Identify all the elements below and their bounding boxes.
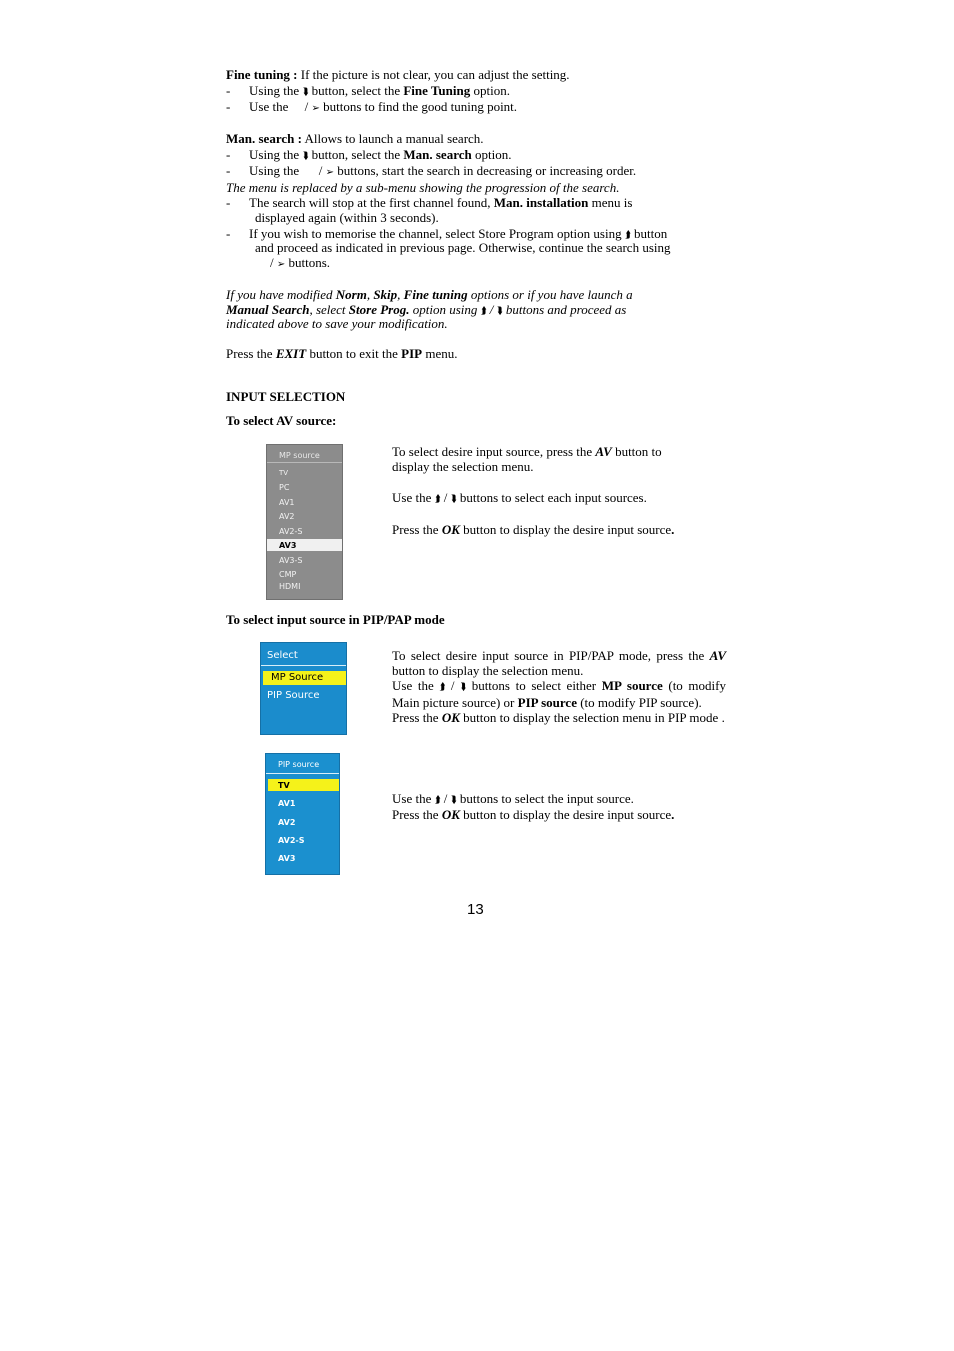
- menu-item-av3-s[interactable]: AV3-S: [279, 556, 303, 565]
- menu-item-av3[interactable]: AV3: [279, 541, 297, 550]
- man-search-bullet-2: Using the / ➢ buttons, start the search in decreasing or increasing order.: [249, 163, 637, 178]
- up-arrow-icon: ⮭: [439, 682, 446, 693]
- pip-source-menu: [265, 753, 340, 875]
- pip-instruction-1: To select desire input source in PIP/PAP mode, press the AV button to display the selection menu.: [392, 648, 726, 678]
- pip-instruction-2: Use the ⮭ / ⮯ buttons to select either MP source (to modify Main picture source) or PIP source (to modify PIP source).: [392, 678, 726, 710]
- av-instruction-2: Use the ⮭ / ⮯ buttons to select each input sources.: [392, 490, 647, 505]
- bullet-dash: -: [226, 163, 231, 178]
- menu-item-av1[interactable]: AV1: [278, 799, 296, 808]
- menu-item-av2-s[interactable]: AV2-S: [279, 527, 303, 536]
- menu-item-av2[interactable]: AV2: [279, 512, 295, 521]
- menu-item-mp-source[interactable]: MP Source: [271, 672, 324, 683]
- bullet-dash: -: [226, 147, 231, 162]
- man-search-bullet-4-line2: and proceed as indicated in previous page. Otherwise, continue the search using: [255, 240, 671, 255]
- menu-divider: [267, 462, 342, 463]
- page-number: 13: [467, 901, 484, 918]
- up-arrow-icon: ⮭: [624, 230, 631, 241]
- bullet-dash: -: [226, 83, 231, 98]
- down-arrow-icon: ⮯: [302, 151, 309, 162]
- man-search-bullet-3: The search will stop at the first channel found, Man. installation menu is: [249, 195, 633, 210]
- up-arrow-icon: ⮭: [480, 306, 487, 317]
- down-arrow-icon: ⮯: [450, 494, 457, 505]
- modification-note-line-3: indicated above to save your modification.: [226, 316, 448, 331]
- av-source-subheading: To select AV source:: [226, 413, 337, 428]
- down-arrow-icon: ⮯: [302, 87, 309, 98]
- select-menu: [260, 642, 347, 735]
- av-instruction-1-line2: display the selection menu.: [392, 459, 534, 474]
- menu-item-pip-source[interactable]: PIP Source: [267, 690, 320, 701]
- down-arrow-icon: ⮯: [450, 795, 457, 806]
- menu-item-av2[interactable]: AV2: [278, 818, 296, 827]
- bullet-dash: -: [226, 99, 231, 114]
- down-arrow-icon: ⮯: [460, 682, 467, 693]
- man-search-bullet-3-line2: displayed again (within 3 seconds).: [255, 210, 439, 225]
- section-heading: INPUT SELECTION: [226, 389, 346, 404]
- right-arrow-icon: ➢: [311, 103, 320, 114]
- man-search-bullet-4: If you wish to memorise the channel, select Store Program option using ⮭ button: [249, 226, 668, 241]
- menu-title: Select: [267, 650, 298, 661]
- mp-source-menu: [266, 444, 343, 600]
- fine-tuning-line: Fine tuning : If the picture is not clear, you can adjust the setting.: [226, 67, 570, 82]
- man-search-bullet-1: Using the ⮯ button, select the Man. search option.: [249, 147, 512, 162]
- menu-title: MP source: [279, 451, 320, 460]
- menu-item-hdmi[interactable]: HDMI: [279, 582, 301, 591]
- menu-item-tv[interactable]: TV: [279, 469, 289, 477]
- av-instruction-1: To select desire input source, press the AV button to: [392, 444, 662, 459]
- av-instruction-3: Press the OK button to display the desire input source.: [392, 522, 675, 537]
- fine-tuning-bullet-2: Use the / ➢ buttons to find the good tuning point.: [249, 99, 518, 114]
- right-arrow-icon: ➢: [325, 167, 334, 178]
- menu-divider: [261, 665, 346, 666]
- right-arrow-icon: ➢: [276, 259, 286, 270]
- bullet-dash: -: [226, 195, 231, 210]
- man-search-italic-note: The menu is replaced by a sub-menu showing the progression of the search.: [226, 180, 620, 195]
- exit-instruction: Press the EXIT button to exit the PIP menu.: [226, 346, 458, 361]
- menu-item-av1[interactable]: AV1: [279, 498, 295, 507]
- pip-source-subheading: To select input source in PIP/PAP mode: [226, 612, 445, 627]
- menu-divider: [266, 773, 339, 774]
- menu-item-av3[interactable]: AV3: [278, 854, 296, 863]
- menu-item-pc[interactable]: PC: [279, 483, 290, 492]
- modification-note-line-1: If you have modified Norm, Skip, Fine tuning options or if you have launch a: [226, 287, 633, 302]
- up-arrow-icon: ⮭: [434, 494, 441, 505]
- bullet-dash: -: [226, 226, 231, 241]
- pip-instruction-3: Press the OK button to display the selection menu in PIP mode .: [392, 710, 725, 725]
- down-arrow-icon: ⮯: [496, 306, 503, 317]
- man-search-line: Man. search : Allows to launch a manual search.: [226, 131, 484, 146]
- pip-instruction-4: Use the ⮭ / ⮯ buttons to select the input source.: [392, 791, 634, 806]
- fine-tuning-bullet-1: Using the ⮯ button, select the Fine Tuning option.: [249, 83, 510, 98]
- pip-instruction-5: Press the OK button to display the desire input source.: [392, 807, 675, 822]
- menu-item-cmp[interactable]: CMP: [279, 570, 297, 579]
- up-arrow-icon: ⮭: [434, 795, 441, 806]
- menu-item-tv[interactable]: TV: [278, 781, 290, 790]
- pip-instructions: [392, 648, 726, 725]
- menu-item-av2-s[interactable]: AV2-S: [278, 836, 305, 845]
- modification-note-line-2: Manual Search, select Store Prog. option using ⮭ / ⮯ buttons and proceed as: [226, 302, 627, 317]
- man-search-bullet-4-line3: / ➢ buttons.: [270, 255, 331, 270]
- menu-title: PIP source: [278, 760, 320, 769]
